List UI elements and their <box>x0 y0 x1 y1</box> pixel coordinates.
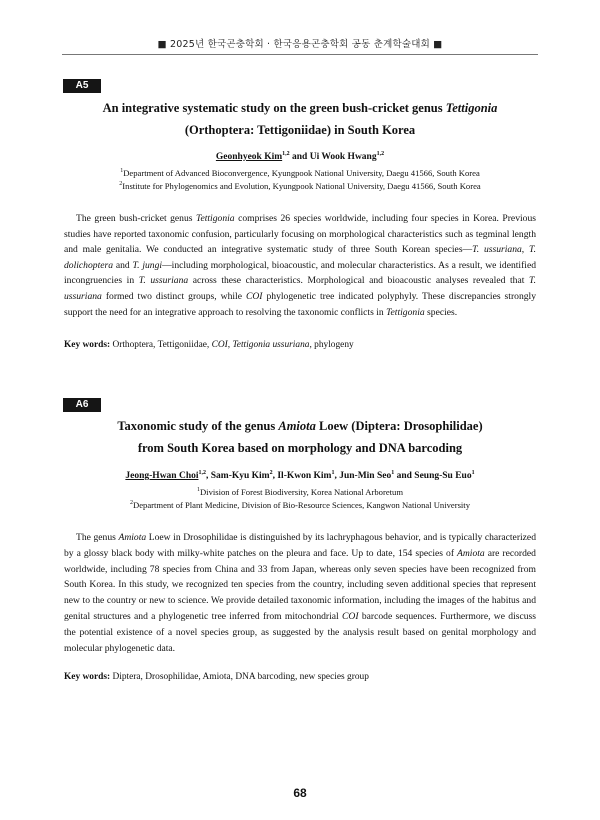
article-tag-a5: A5 <box>63 79 101 93</box>
affiliation-text: Department of Advanced Bioconvergence, Kyungpook National University, Daegu 41566, South Korea <box>123 168 480 178</box>
keywords-text: Orthoptera, Tettigoniidae, <box>110 340 212 350</box>
abstract-italic: T. ussuriana <box>472 244 522 256</box>
article-tag-a6: A6 <box>63 398 101 412</box>
abstract-italic: T. ussuriana <box>138 275 189 287</box>
abstract-text: barcode sequences. Furthermore, we discuss the potential existence of a novel species group, as suggested by the analysis result based on genital morphology and molecular phylogenetic data. <box>64 610 536 654</box>
author-sep: , <box>206 471 211 481</box>
article-a6-authors <box>62 471 538 481</box>
author-affil-sup: 1 <box>331 469 335 476</box>
article-a5-abstract <box>64 211 536 320</box>
author-sep: , <box>272 471 278 481</box>
abstract-italic: Amiota <box>118 532 147 543</box>
affiliation-sup: 2 <box>119 181 123 188</box>
article-a5-title <box>62 97 538 141</box>
author-sep: and <box>289 152 310 162</box>
title-text: Loew (Diptera: Drosophilidae) <box>315 419 483 433</box>
affiliation-sup: 2 <box>130 500 133 507</box>
abstract-text: formed two distinct groups, while <box>101 290 246 302</box>
abstract-text: and <box>113 259 133 271</box>
abstract-text: across these characteristics. Morphological and bioacoustic analyses revealed that <box>188 275 529 287</box>
author-affil-sup: 1 <box>391 469 395 476</box>
article-a5-authors <box>62 152 538 162</box>
article-a6-abstract <box>64 530 536 656</box>
author-affil-sup: 1,2 <box>376 150 385 157</box>
abstract-italic: T. dolichoptera <box>64 244 536 271</box>
title-text: Taxonomic study of the genus <box>117 419 279 433</box>
abstract-italic: COI <box>342 610 359 622</box>
abstract-italic: T. jungi <box>132 259 163 271</box>
author-name: Ui Wook Hwang <box>309 152 377 162</box>
article-a5-title-line2: (Orthoptera: Tettigoniidae) in South Korea <box>184 123 416 137</box>
title-genus: Tettigonia <box>445 101 498 115</box>
affiliation-sup: 1 <box>120 168 124 175</box>
abstract-italic: COI <box>245 290 263 302</box>
header-divider <box>62 54 538 55</box>
article-a6-title-line1 <box>62 415 538 437</box>
article-a6-keywords <box>64 672 536 682</box>
author-name: Jun-Min Seo <box>339 471 392 481</box>
article-a6-title-line2: from South Korea based on morphology and DNA barcoding <box>137 441 463 455</box>
abstract-text: phylogenetic tree indicated polyphyly. These discrepancies strongly support the need for an integrative approach to resolving the taxonomic conflicts in <box>64 290 537 318</box>
affiliation-text: Department of Plant Medicine, Division of Bio-Resource Sciences, Kangwon National University <box>133 500 470 510</box>
keywords-text: , <box>227 340 233 350</box>
author-sep: and <box>394 471 415 481</box>
affiliation-text: Division of Forest Biodiversity, Korea National Arboretum <box>199 487 404 497</box>
keywords-label: Key words: <box>64 672 111 682</box>
author-affil-sup: 2 <box>269 469 273 476</box>
article-a5-affiliations <box>62 167 538 193</box>
keywords-italic: Tettigonia ussuriana <box>232 340 310 350</box>
article-a6-title <box>62 415 538 459</box>
author-name: Geonhyeok Kim <box>215 152 283 162</box>
affiliation <box>62 499 538 512</box>
article-a5-keywords <box>64 340 536 350</box>
abstract-text: are recorded worldwide, including 78 species from China and 33 from Japan, whereas only seven species have been recognized from South Korea. In this study, we recognized ten species from the country, including seven additional species that represent new to the country or new to science. We provide detailed taxonomic information, including the images of the habitus and genital structures and a phylogenetic tree inferred from mitochondrial <box>64 547 536 622</box>
abstract-italic: Tettigonia <box>386 306 425 318</box>
page-number: 68 <box>293 786 307 800</box>
article-a6-affiliations <box>62 486 538 512</box>
article-a5-title-line1 <box>62 97 538 119</box>
abstract-text: comprises 26 species worldwide, including four species in Korea. Previous studies have reported taxonomic confusion, particularly focusing on morphological characteristics such as tegminal length and male genitalia. We conducted an integrative systematic study of three South Korean species— <box>64 213 536 256</box>
title-genus: Amiota <box>278 419 316 433</box>
abstract-italic: T. ussuriana <box>64 275 536 302</box>
affiliation <box>62 486 538 499</box>
keywords-italic: COI <box>211 340 228 350</box>
affiliation <box>62 167 538 180</box>
keywords-label: Key words: <box>64 340 111 350</box>
abstract-text: —including morphological, bioacoustic, and molecular characteristics. As a result, we identified incongruencies in <box>64 259 536 287</box>
abstract-italic: Tettigonia <box>196 213 235 224</box>
affiliation-sup: 1 <box>196 487 200 494</box>
abstract-text: Loew in Drosophilidae is distinguished by its lachryphagous behavior, and is typically characterized by a glossy black body with milky-white patches on the pleura and face. Up to date, 154 species of <box>64 532 536 559</box>
abstract-text: The genus <box>76 532 119 543</box>
author-name: Il-Kwon Kim <box>277 471 332 481</box>
author-affil-sup: 1 <box>471 469 475 476</box>
abstract-text: species. <box>424 306 458 318</box>
author-affil-sup: 1,2 <box>282 150 290 157</box>
abstract-text: , <box>521 244 529 256</box>
abstract-text: The green bush-cricket genus <box>76 213 197 224</box>
affiliation-text: Institute for Phylogenomics and Evolution, Kyungpook National University, Daegu 41566, South Korea <box>122 181 481 191</box>
author-name: Seung-Su Euo <box>414 471 472 481</box>
running-header: ■ 2025년 한국곤충학회 · 한국응용곤충학회 공동 춘계학술대회 ■ <box>157 39 443 50</box>
author-affil-sup: 1,2 <box>198 469 206 476</box>
affiliation <box>62 180 538 193</box>
keywords-text: , phylogeny <box>309 340 354 350</box>
abstract-italic: Amiota <box>457 547 485 559</box>
author-sep: , <box>334 471 340 481</box>
title-text: An integrative systematic study on the green bush-cricket genus <box>102 101 446 115</box>
author-name: Sam-Kyu Kim <box>210 471 270 481</box>
keywords-text: Diptera, Drosophilidae, Amiota, DNA barcoding, new species group <box>110 672 369 682</box>
author-name: Jeong-Hwan Choi <box>125 471 199 481</box>
